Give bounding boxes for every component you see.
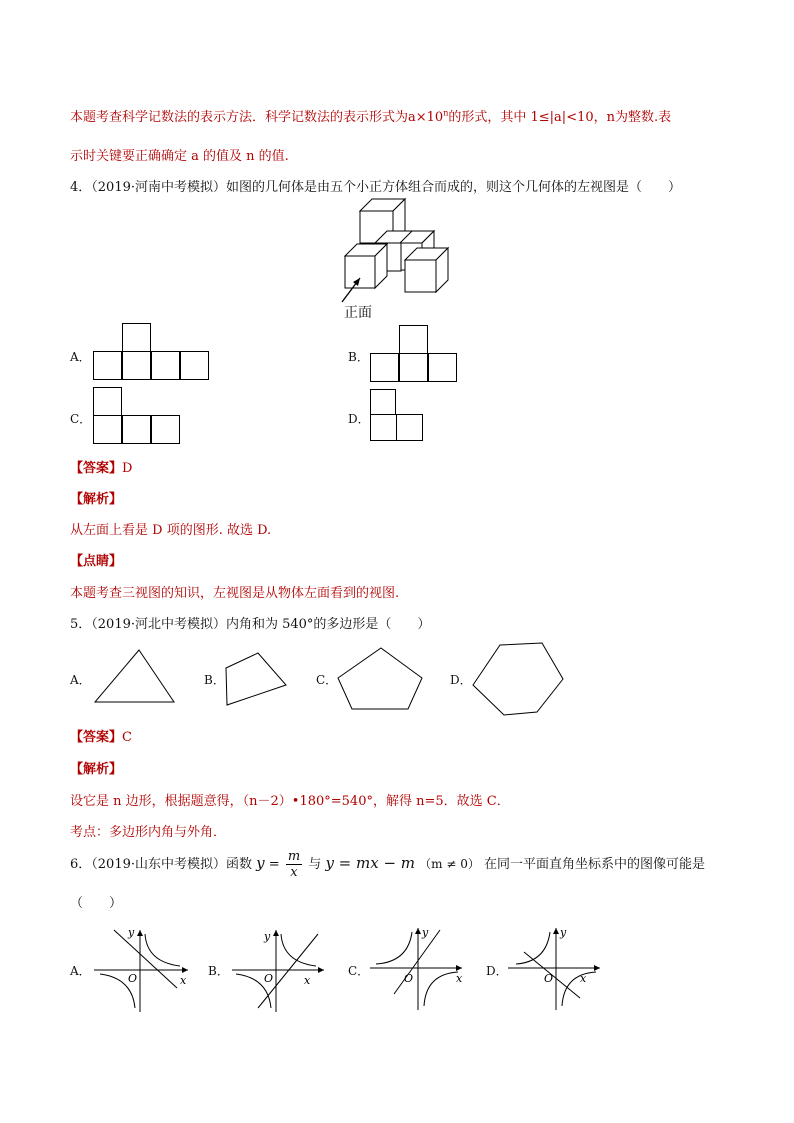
q4-option-c-label: C． [70,412,92,426]
q5-option-b-label: B． [204,673,225,687]
note-text-c: ，n为整数.表 [593,110,672,125]
q6-paren: （ ） [70,896,123,911]
q6-graph-b [230,926,330,1016]
q4-analysis-tag: 【解析】 [70,492,123,507]
q5-stem: 5．（2019·河北中考模拟）内角和为 540°的多边形是（ ） [70,617,431,632]
q6-option-c-label: C． [348,964,370,978]
q6-y1: y [256,854,265,872]
q6-stem-b: 在同一平面直角坐标系中的图像可能是 [484,857,706,872]
note-text-a: 本题考查科学记数法的表示方法．科学记数法的表示形式为 [70,110,409,125]
q4-option-b-label: B． [348,350,369,364]
q6-option-b-label: B． [208,964,229,978]
note-line-1 [70,106,671,125]
q6-mid: 与 [308,857,322,872]
q5-quadrilateral [222,650,292,710]
q6-a-origin: O [128,972,138,985]
q6-fraction [286,849,302,880]
q6-option-a-label: A． [70,964,91,978]
note-range: 1≤|a|<10 [530,110,594,125]
q5-option-d-label: D． [450,673,472,687]
q5-answer-value: C [122,730,132,745]
q5-kaodian: 考点：多边形内角与外角． [70,825,227,840]
q4-point-tag: 【点睛】 [70,554,123,569]
q4-cube-figure [330,196,460,296]
q6-stem [70,848,705,880]
q4-analysis: 从左面上看是 D 项的图形. 故选 D. [70,523,272,538]
q5-answer-tag: 【答案】 [70,730,123,745]
q6-line-expr: y = mx − m [325,854,416,872]
q6-eq: = [268,857,280,872]
q6-graph-c [368,924,468,1014]
q6-d-origin: O [544,972,554,985]
q4-option-a-label: A． [70,350,91,364]
q4-answer-tag: 【答案】 [70,461,123,476]
q6-c-origin: O [404,972,414,985]
q6-a-y-label: y [128,926,135,939]
q6-frac-num: m [287,849,301,864]
q5-analysis-tag: 【解析】 [70,762,123,777]
front-label: 正面 [344,305,372,321]
q6-graph-d [506,924,606,1014]
q6-option-d-label: D． [486,964,508,978]
q6-frac-den: x [290,865,298,880]
q6-d-x-label: x [580,972,587,985]
q6-c-x-label: x [456,972,463,985]
q6-cond: （m ≠ 0） [419,857,480,871]
q5-option-c-label: C． [316,673,338,687]
q5-answer [70,726,132,745]
q5-hexagon [470,640,570,720]
note-text-b: 的形式，其中 [448,110,527,125]
q6-b-x-label: x [304,974,311,987]
q6-graph-a [92,926,192,1016]
q6-stem-a: 6．（2019·山东中考模拟）函数 [70,857,252,872]
q6-a-x-label: x [180,974,187,987]
q4-option-d-label: D． [348,412,370,426]
q6-b-y-label: y [264,930,271,943]
note-line-2: 示时关键要正确确定 a 的值及 n 的值. [70,149,289,164]
q6-b-origin: O [264,972,274,985]
q4-stem: 4．（2019·河南中考模拟）如图的几何体是由五个小正方体组合而成的，则这个几何体的左视图是（ ） [70,180,681,195]
q5-triangle [92,647,182,707]
q6-c-y-label: y [422,926,429,939]
note-formula: a×10 [408,110,444,125]
note-exponent: n [443,108,449,118]
q5-analysis: 设它是 n 边形，根据题意得，（n－2）•180°=540°，解得 n=5．故选 C． [70,794,510,809]
q6-d-y-label: y [560,926,567,939]
q5-pentagon [335,645,435,715]
q4-point: 本题考查三视图的知识，左视图是从物体左面看到的视图. [70,586,400,601]
q4-answer [70,457,132,476]
q5-option-a-label: A． [70,673,91,687]
q4-answer-value: D [122,461,133,476]
